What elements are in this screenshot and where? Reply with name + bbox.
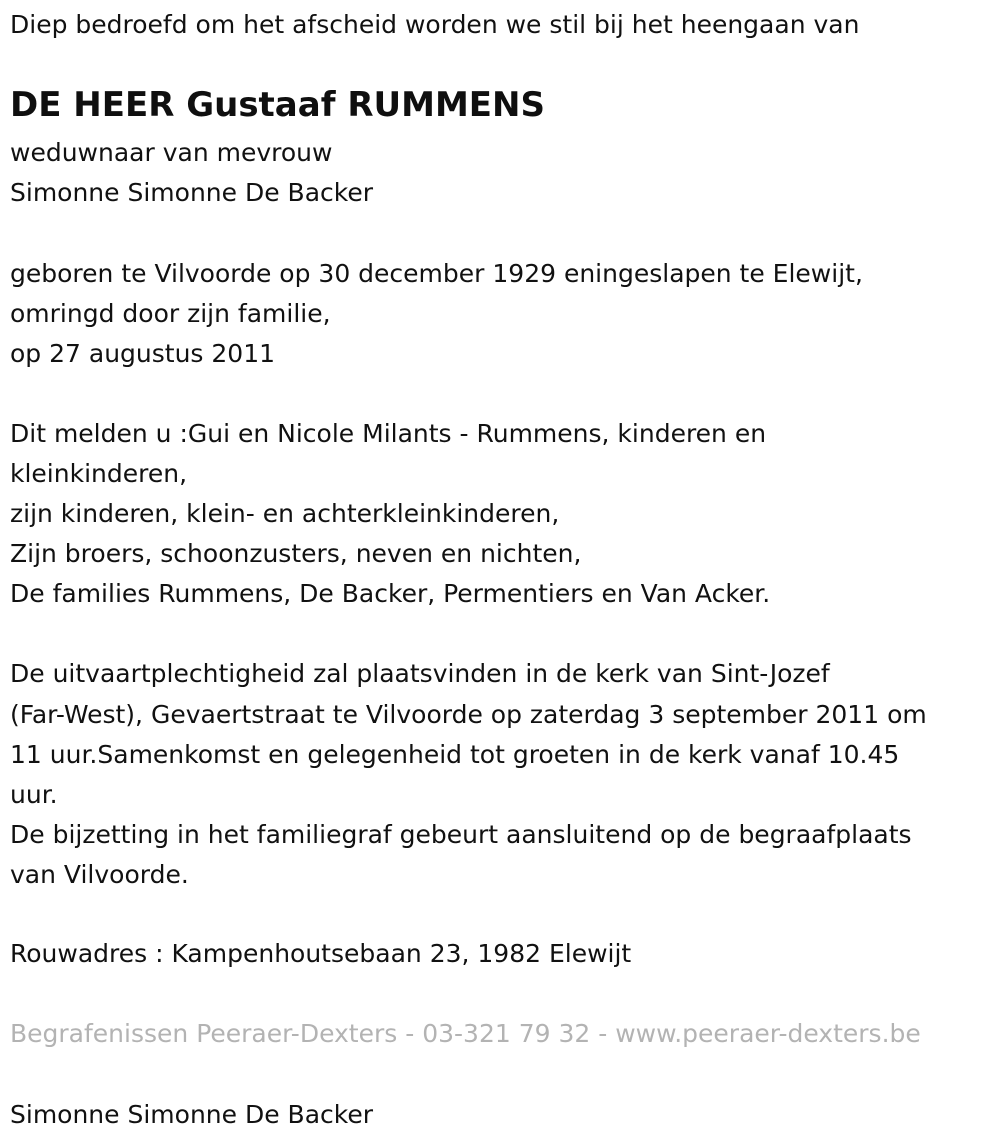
family-line: Zijn broers, schoonzusters, neven en nichten, <box>10 539 582 568</box>
address-text: Rouwadres : Kampenhoutsebaan 23, 1982 Elewijt <box>10 939 632 968</box>
birth-death-line: op 27 augustus 2011 <box>10 339 276 368</box>
spouse-line: weduwnaar van mevrouw <box>10 138 333 167</box>
ceremony-line: (Far-West), Gevaertstraat te Vilvoorde op zaterdag 3 september 2011 om <box>10 700 927 729</box>
ceremony-line: De uitvaartplechtigheid zal plaatsvinden in de kerk van Sint-Jozef <box>10 659 830 688</box>
ceremony-line: van Vilvoorde. <box>10 860 189 889</box>
birth-death-line: omringd door zijn familie, <box>10 299 331 328</box>
intro-text: Diep bedroefd om het afscheid worden we stil bij het heengaan van <box>10 10 860 39</box>
ceremony-line: 11 uur.Samenkomst en gelegenheid tot groeten in de kerk vanaf 10.45 <box>10 740 900 769</box>
family-line: kleinkinderen, <box>10 459 188 488</box>
spouse-name: Simonne Simonne De Backer <box>10 178 374 207</box>
ceremony-line: uur. <box>10 780 58 809</box>
birth-death-line: geboren te Vilvoorde op 30 december 1929 eningeslapen te Elewijt, <box>10 259 863 288</box>
ceremony-line: De bijzetting in het familiegraf gebeurt aansluitend op de begraafplaats <box>10 820 912 849</box>
deceased-name: DE HEER Gustaaf RUMMENS <box>10 85 545 125</box>
family-line: Dit melden u :Gui en Nicole Milants - Rummens, kinderen en <box>10 419 767 448</box>
family-line: zijn kinderen, klein- en achterkleinkinderen, <box>10 499 560 528</box>
signature-text: Simonne Simonne De Backer <box>10 1100 374 1129</box>
undertaker-text: Begrafenissen Peeraer-Dexters - 03-321 79 32 - www.peeraer-dexters.be <box>10 1019 921 1048</box>
family-line: De families Rummens, De Backer, Permentiers en Van Acker. <box>10 579 771 608</box>
